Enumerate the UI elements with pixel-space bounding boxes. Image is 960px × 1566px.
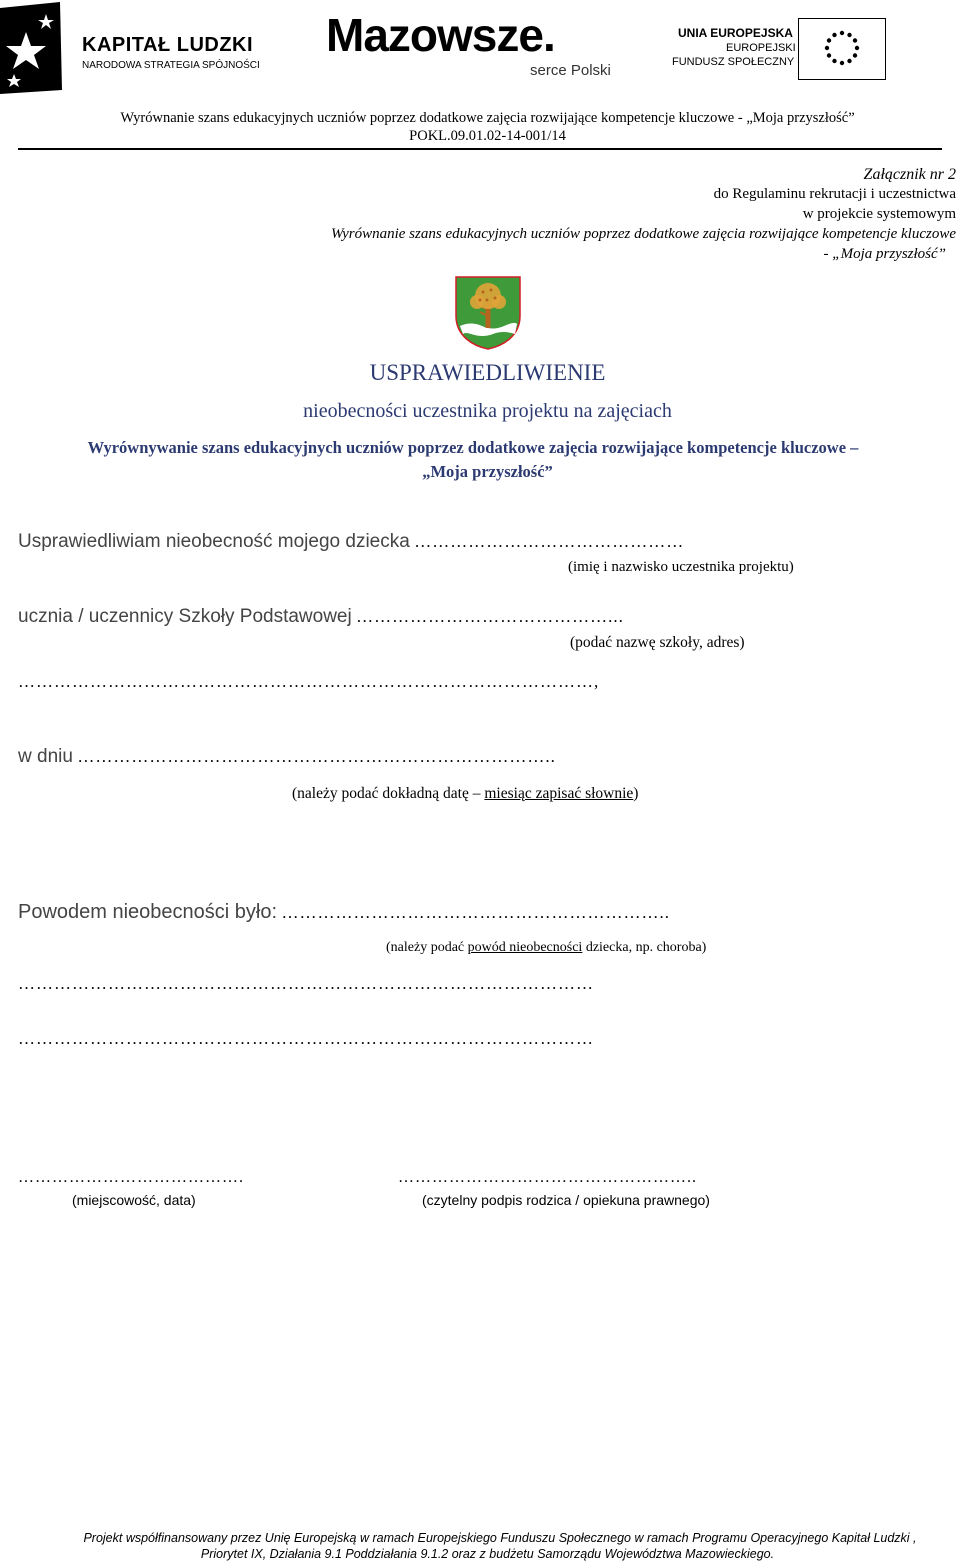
mazowsze-logo bbox=[326, 8, 636, 88]
kapital-ludzki-logo bbox=[0, 0, 300, 96]
place-date-hint: (miejscowość, data) bbox=[72, 1192, 196, 1208]
eu-line2: EUROPEJSKI bbox=[726, 42, 796, 54]
absence-statement-label: Usprawiedliwiam nieobecność mojego dziecka bbox=[18, 531, 410, 552]
annex-line3: w projekcie systemowym bbox=[802, 206, 956, 222]
footer-line2: Priorytet IX, Działania 9.1 Poddziałania 9.1.2 oraz z budżetu Samorządu Województwa Mazowieckiego. bbox=[200, 1547, 775, 1561]
reason-hint-pre: (należy podać bbox=[386, 940, 468, 955]
reason-field[interactable]: ……………………………………………………….. bbox=[281, 903, 670, 922]
kapital-ludzki-star-icon bbox=[0, 2, 70, 94]
eu-line3: FUNDUSZ SPOŁECZNY bbox=[672, 56, 795, 68]
date-label: w dniu bbox=[18, 746, 73, 767]
signature-hint: (czytelny podpis rodzica / opiekuna prawnego) bbox=[422, 1192, 710, 1208]
place-date-field[interactable]: …………………………………. bbox=[18, 1169, 244, 1186]
annex-line1: Załącznik nr 2 bbox=[863, 166, 956, 183]
reason-row bbox=[18, 901, 670, 924]
annex-line4: Wyrównanie szans edukacyjnych uczniów poprzez dodatkowe zajęcia rozwijające kompetencje kluczowe bbox=[330, 226, 956, 242]
date-hint bbox=[292, 785, 638, 803]
kl-title: KAPITAŁ LUDZKI bbox=[82, 34, 254, 56]
school-hint: (podać nazwę szkoły, adres) bbox=[570, 634, 745, 651]
date-field[interactable]: …………………………………………………………………….. bbox=[77, 747, 556, 766]
eu-flag-icon bbox=[798, 18, 886, 80]
date-hint-pre: (należy podać dokładną datę – bbox=[292, 785, 485, 802]
document-title: USPRAWIEDLIWIENIE bbox=[369, 360, 606, 385]
reason-field-line2[interactable]: …………………………………………………………………………………… bbox=[18, 974, 594, 993]
annex-line5: - „Moja przyszłość” bbox=[823, 246, 946, 262]
document-project-line2: „Moja przyszłość” bbox=[422, 462, 553, 481]
header-project-line: Wyrównanie szans edukacyjnych uczniów poprzez dodatkowe zajęcia rozwijające kompetencje kluczowe - „Moja przyszłość” bbox=[120, 110, 855, 126]
annex-line2: do Regulaminu rekrutacji i uczestnictwa bbox=[713, 186, 956, 202]
header-divider bbox=[18, 148, 942, 150]
date-row bbox=[18, 746, 556, 768]
header-project-code: POKL.09.01.02-14-001/14 bbox=[409, 128, 566, 144]
eu-logo bbox=[668, 18, 890, 82]
school-name-field[interactable]: ……………………………………... bbox=[356, 607, 624, 626]
kl-subtitle: NARODOWA STRATEGIA SPÓJNOŚCI bbox=[82, 60, 260, 71]
school-address-field[interactable]: ……………………………………………………………………………………, bbox=[18, 672, 600, 691]
mazowsze-wordmark: Mazowsze. bbox=[326, 9, 555, 61]
reason-hint bbox=[386, 940, 706, 956]
mazowsze-tagline: serce Polski bbox=[530, 62, 611, 79]
document-project-line1: Wyrównywanie szans edukacyjnych uczniów poprzez dodatkowe zajęcia rozwijające kompetencje kluczowe – bbox=[87, 438, 859, 457]
reason-label: Powodem nieobecności było: bbox=[18, 901, 278, 923]
reason-field-line3[interactable]: …………………………………………………………………………………… bbox=[18, 1029, 594, 1048]
school-row bbox=[18, 606, 624, 628]
absence-statement-row bbox=[18, 531, 684, 553]
coat-of-arms-icon bbox=[455, 276, 521, 350]
footer-line1: Projekt współfinansowany przez Unię Europejską w ramach Europejskiego Funduszu Społecznego w ramach Programu Operacyjnego Kapitał Ludzki , bbox=[83, 1531, 917, 1545]
signature-field[interactable]: …………………………………………….. bbox=[398, 1169, 697, 1186]
child-name-hint: (imię i nazwisko uczestnika projektu) bbox=[568, 559, 794, 575]
reason-hint-post: dziecka, np. choroba) bbox=[582, 940, 707, 955]
child-name-field[interactable]: ……………………………………… bbox=[414, 532, 685, 551]
eu-line1: UNIA EUROPEJSKA bbox=[678, 26, 793, 40]
reason-hint-underlined: powód nieobecności bbox=[467, 940, 583, 955]
date-hint-underlined: miesiąc zapisać słownie bbox=[484, 785, 634, 802]
school-label: ucznia / uczennicy Szkoły Podstawowej bbox=[18, 606, 352, 627]
date-hint-post: ) bbox=[633, 785, 639, 802]
document-subtitle: nieobecności uczestnika projektu na zajęciach bbox=[303, 400, 672, 422]
